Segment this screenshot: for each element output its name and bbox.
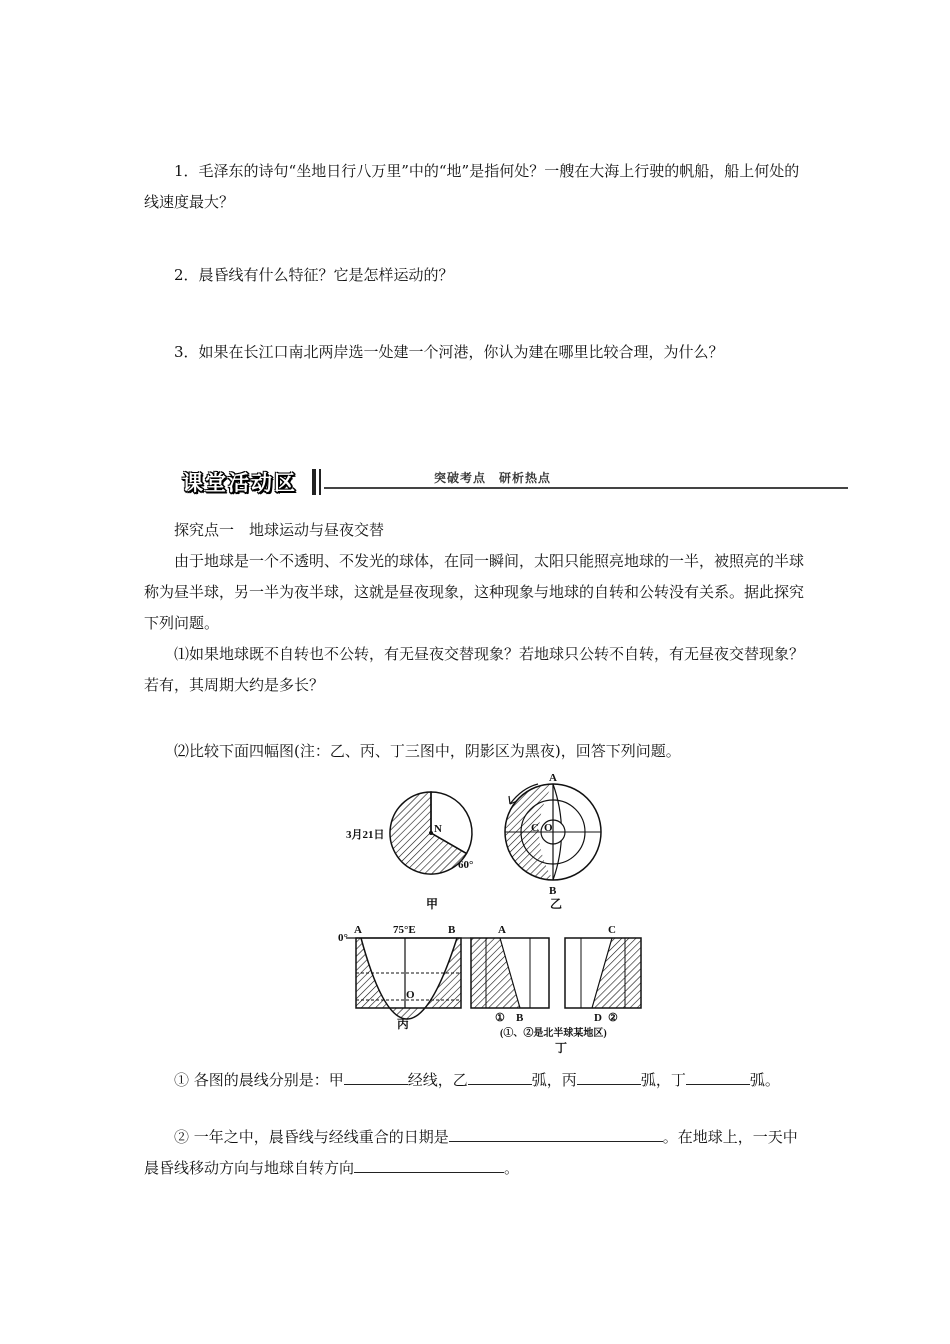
answer-2-text-c: 。 bbox=[504, 1159, 520, 1177]
ding-caption: 丁 bbox=[555, 1041, 568, 1055]
question-1: 1．毛泽东的诗句“坐地日行八万里”中的“地”是指何处？一艘在大海上行驶的帆船，船上何处的线速度最大？ bbox=[144, 162, 800, 211]
ding-circle-1: ① bbox=[495, 1012, 505, 1024]
ding-label-c: C bbox=[608, 924, 616, 936]
bing-label-b: B bbox=[448, 924, 456, 936]
answer-1 bbox=[144, 1065, 809, 1096]
answer-2-text-a: ② 一年之中，晨昏线与经线重合的日期是 bbox=[174, 1128, 449, 1146]
section-heading: 探究点一 地球运动与昼夜交替 bbox=[174, 521, 385, 539]
banner-rule bbox=[324, 487, 848, 489]
answer-1-text-c: 弧，丙 bbox=[531, 1071, 577, 1089]
ding-label-b: B bbox=[516, 1012, 524, 1024]
ding-circle-2: ② bbox=[608, 1012, 618, 1024]
ding-label-d: D bbox=[594, 1012, 602, 1024]
banner-divider-thin bbox=[319, 469, 321, 495]
yi-caption: 乙 bbox=[550, 897, 563, 911]
yi-label-o: O bbox=[544, 822, 553, 834]
bing-label-o: O bbox=[406, 989, 415, 1001]
bing-lon75: 75°E bbox=[393, 924, 416, 936]
banner-subtitle: 突破考点 研析热点 bbox=[434, 471, 552, 485]
banner-divider bbox=[312, 469, 316, 495]
blank-bing[interactable] bbox=[577, 1070, 641, 1085]
blank-jia[interactable] bbox=[344, 1070, 408, 1085]
jia-caption: 甲 bbox=[426, 897, 439, 911]
figure-ding bbox=[471, 924, 641, 1055]
answer-1-text-d: 弧，丁 bbox=[640, 1071, 686, 1089]
figure-bing bbox=[338, 924, 471, 1031]
figure-jia bbox=[346, 792, 473, 911]
answer-1-text-b: 经线，乙 bbox=[407, 1071, 468, 1089]
blank-ding[interactable] bbox=[686, 1070, 750, 1085]
answer-1-text-a: ① 各图的晨线分别是：甲 bbox=[174, 1071, 344, 1089]
section-question-2: ⑵比较下面四幅图(注：乙、丙、丁三图中，阴影区为黑夜)，回答下列问题。 bbox=[174, 742, 681, 760]
section-body bbox=[144, 515, 809, 701]
blank-direction[interactable] bbox=[354, 1158, 504, 1173]
question-2: 2．晨昏线有什么特征？它是怎样运动的？ bbox=[174, 266, 454, 284]
blank-date[interactable] bbox=[449, 1127, 663, 1142]
jia-pole-label: N bbox=[434, 823, 442, 835]
answer-1-text-e: 弧。 bbox=[749, 1071, 780, 1089]
answer-2 bbox=[144, 1122, 809, 1184]
section-intro: 由于地球是一个不透明、不发光的球体，在同一瞬间，太阳只能照亮地球的一半，被照亮的半球称为昼半球，另一半为夜半球，这就是昼夜现象，这种现象与地球的自转和公转没有关系。据此探究下列问题。 bbox=[144, 552, 805, 632]
bing-lon0: 0° bbox=[338, 932, 348, 944]
bing-caption: 丙 bbox=[397, 1017, 410, 1031]
section-question-1: ⑴如果地球既不自转也不公转，有无昼夜交替现象？若地球只公转不自转，有无昼夜交替现象？若有，其周期大约是多长？ bbox=[144, 645, 805, 694]
yi-label-b: B bbox=[549, 885, 557, 897]
ding-note: (①、②是北半球某地区) bbox=[500, 1028, 607, 1039]
question-3: 3．如果在长江口南北两岸选一处建一个河港，你认为建在哪里比较合理，为什么？ bbox=[174, 343, 724, 361]
jia-angle-label: 60° bbox=[458, 859, 474, 871]
bing-label-a: A bbox=[354, 924, 362, 936]
answer-2-text-b: 。在地球上，一天中晨昏线移动方向与地球自转方向 bbox=[144, 1128, 798, 1177]
figure-yi bbox=[490, 772, 601, 911]
blank-yi[interactable] bbox=[468, 1070, 532, 1085]
figures-diagram bbox=[330, 770, 660, 1070]
ding-label-a: A bbox=[498, 924, 506, 936]
yi-label-c: C bbox=[531, 822, 539, 834]
jia-date-label: 3月21日 bbox=[346, 829, 385, 841]
yi-label-a: A bbox=[549, 772, 557, 784]
banner-title: 课堂活动区 bbox=[182, 471, 297, 495]
section-banner bbox=[176, 465, 848, 501]
